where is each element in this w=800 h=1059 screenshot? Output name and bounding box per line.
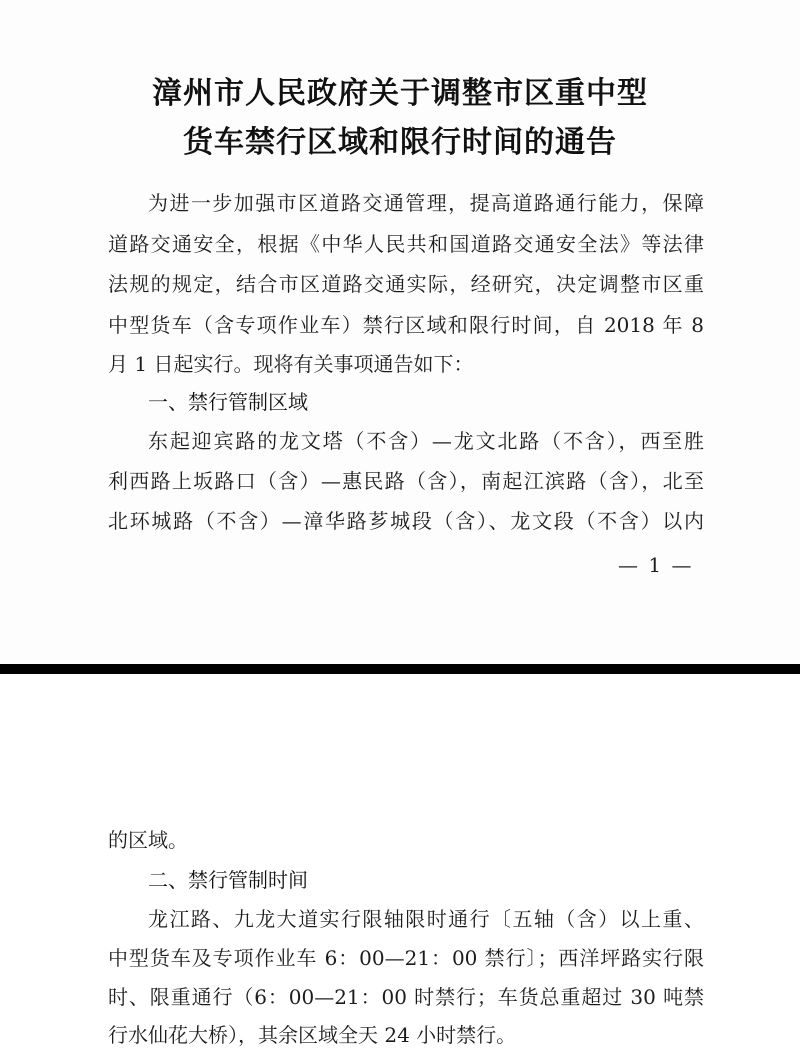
section-1-line-1: 东起迎宾路的龙文塔（不含）—龙文北路（不含），西至胜 (148, 429, 704, 453)
document-title-line-1: 漳州市人民政府关于调整市区重中型 (152, 76, 648, 111)
page-number: — 1 — (618, 553, 694, 577)
intro-line-3: 法规的规定，结合市区道路交通实际，经研究，决定调整市区重 (108, 272, 704, 296)
intro-line-5: 月 1 日起实行。现将有关事项通告如下： (108, 352, 474, 376)
section-1-line-2: 利西路上坂路口（含）—惠民路（含），南起江滨路（含），北至 (108, 469, 704, 493)
section-2-heading: 二、禁行管制时间 (148, 868, 308, 892)
section-2-line-3: 时、限重通行（6：00—21：00 时禁行；车货总重超过 30 吨禁 (108, 985, 704, 1009)
section-2-line-4: 行水仙花大桥），其余区域全天 24 小时禁行。 (108, 1023, 517, 1047)
intro-line-1: 为进一步加强市区道路交通管理，提高道路通行能力，保障 (148, 191, 704, 215)
section-2-line-2: 中型货车及专项作业车 6：00—21：00 禁行〕；西洋坪路实行限 (108, 946, 704, 970)
section-1-line-3: 北环城路（不含）—漳华路芗城段（含）、龙文段（不含）以内 (108, 509, 704, 533)
page-divider (0, 664, 800, 674)
intro-line-4: 中型货车（含专项作业车）禁行区域和限行时间，自 2018 年 8 (108, 313, 704, 337)
intro-line-2: 道路交通安全，根据《中华人民共和国道路交通安全法》等法律 (108, 232, 704, 256)
section-1-heading: 一、禁行管制区域 (148, 390, 308, 414)
document-title-line-2: 货车禁行区域和限行时间的通告 (183, 125, 617, 160)
section-2-line-1: 龙江路、九龙大道实行限轴限时通行〔五轴（含）以上重、 (148, 907, 704, 931)
continuation-text: 的区域。 (108, 828, 188, 852)
